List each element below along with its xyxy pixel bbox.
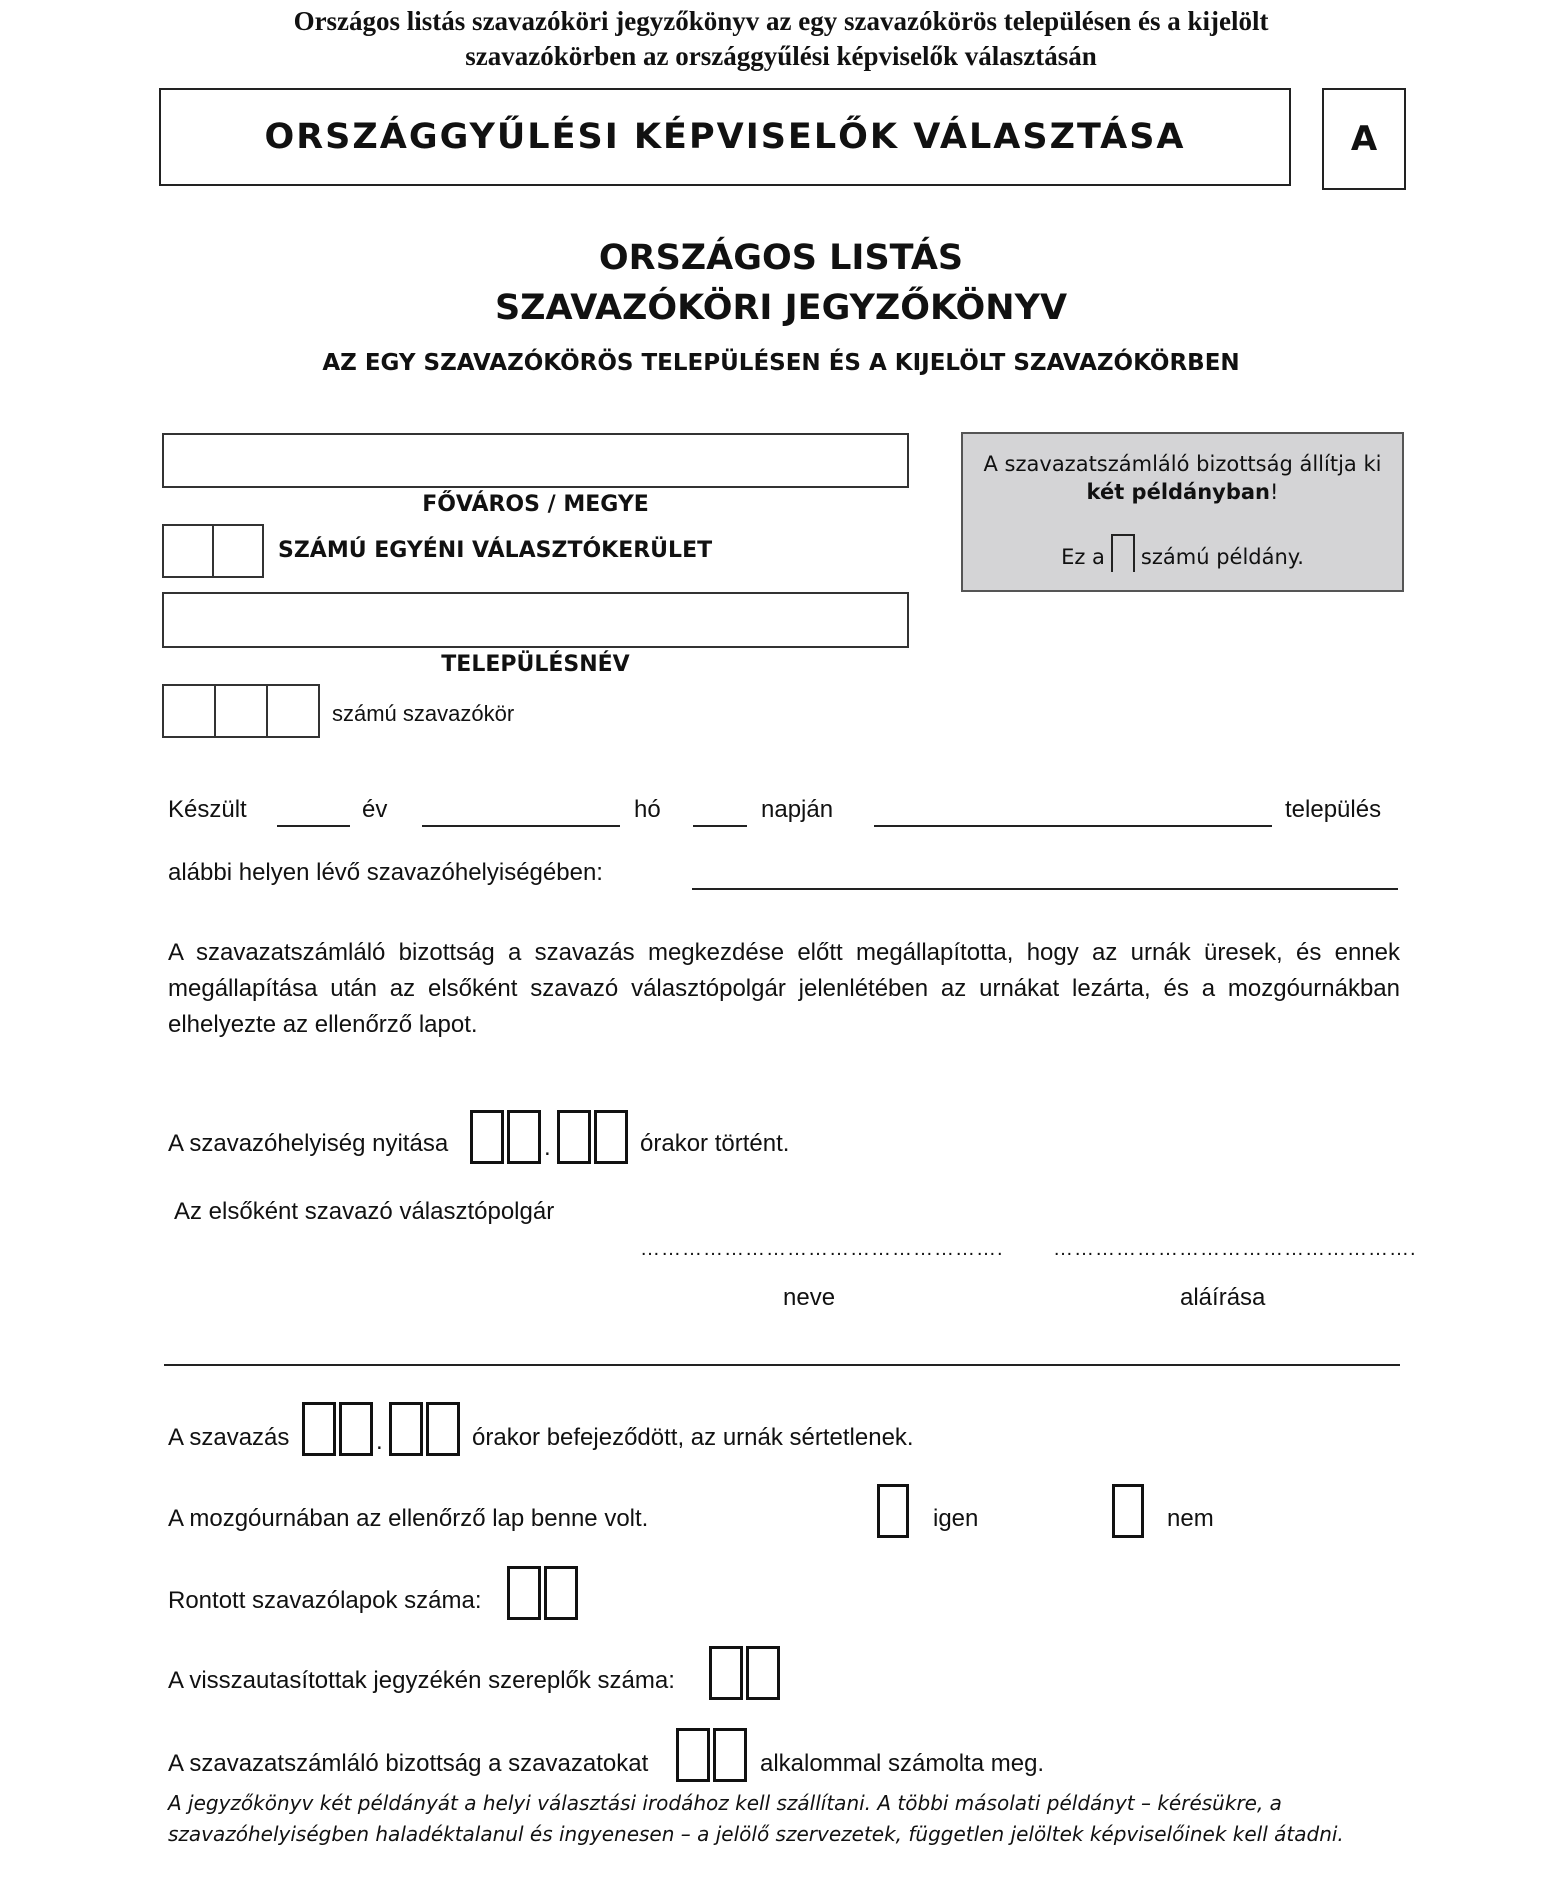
name-label: neve — [783, 1284, 836, 1311]
settlement-suffix: település — [1285, 796, 1382, 823]
no-checkbox[interactable] — [1112, 1484, 1144, 1538]
year-input[interactable] — [277, 825, 350, 827]
spoiled-digit-2[interactable] — [544, 1566, 578, 1620]
day-input[interactable] — [693, 825, 747, 827]
place-input[interactable] — [692, 888, 1398, 890]
count-times-label: A szavazatszámláló bizottság a szavazatokat — [168, 1750, 649, 1777]
form-letter: A — [1350, 119, 1378, 159]
section-divider — [164, 1364, 1400, 1366]
spoiled-digit-1[interactable] — [507, 1566, 541, 1620]
settlement-name-input[interactable] — [874, 825, 1272, 827]
month-label: hó — [634, 796, 661, 823]
copy-prefix: Ez a — [1061, 545, 1105, 569]
rejected-digit-2[interactable] — [746, 1646, 780, 1700]
first-voter-label: Az elsőként szavazó választópolgár — [174, 1198, 555, 1225]
place-label: alábbi helyen lévő szavazóhelyiségében: — [168, 859, 603, 886]
settlement-label: TELEPÜLÉSNÉV — [441, 652, 630, 677]
day-label: napján — [761, 796, 834, 823]
closing-suffix: órakor befejeződött, az urnák sértetlenek. — [472, 1424, 914, 1451]
copies-note-line-2 — [963, 480, 1402, 504]
copies-note-line-1: A szavazatszámláló bizottság állítja ki — [983, 452, 1382, 476]
closing-label: A szavazás — [168, 1424, 290, 1451]
opening-label: A szavazóhelyiség nyitása — [168, 1130, 449, 1157]
footer-note — [168, 1788, 1448, 1850]
copy-suffix: számú példány. — [1140, 545, 1304, 569]
opening-hour-digit-1[interactable] — [470, 1110, 504, 1164]
rejected-digit-1[interactable] — [709, 1646, 743, 1700]
made-prefix: Készült — [168, 796, 247, 823]
election-name-box — [159, 88, 1291, 186]
mobile-urn-label: A mozgóurnában az ellenőrző lap benne volt. — [168, 1505, 649, 1532]
county-input[interactable] — [162, 433, 909, 488]
yes-label: igen — [933, 1505, 979, 1532]
year-label: év — [362, 796, 388, 823]
form-letter-box — [1322, 88, 1406, 190]
county-label: FŐVÁROS / MEGYE — [422, 492, 649, 517]
closing-minute-digit-2[interactable] — [426, 1402, 460, 1456]
yes-checkbox[interactable] — [877, 1484, 909, 1538]
spoiled-ballots-label: Rontott szavazólapok száma: — [168, 1587, 482, 1614]
closing-hour-digit-2[interactable] — [339, 1402, 373, 1456]
page-title — [0, 4, 1562, 74]
rejected-voters-label: A visszautasítottak jegyzékén szereplők száma: — [168, 1667, 675, 1694]
opening-minute-digit-2[interactable] — [594, 1110, 628, 1164]
count-times-digit-1[interactable] — [676, 1728, 710, 1782]
closing-hour-digit-1[interactable] — [302, 1402, 336, 1456]
signature-label: aláírása — [1180, 1284, 1266, 1311]
footer-line-2: szavazóhelyiségben haladéktalanul és ingyenesen – a jelölő szervezetek, független jelöltek képviselőinek kell átadni. — [168, 1822, 1344, 1846]
closing-minute-digit-1[interactable] — [389, 1402, 423, 1456]
page-title-line-1: Országos listás szavazóköri jegyzőkönyv az egy szavazókörös településen és a kijelölt — [293, 6, 1269, 36]
first-voter-name-input[interactable]: ……………………………………………. — [640, 1238, 1004, 1260]
closing-separator: . — [376, 1428, 383, 1455]
opening-suffix: órakor történt. — [640, 1130, 790, 1157]
settlement-input[interactable] — [162, 592, 909, 648]
no-label: nem — [1167, 1505, 1214, 1532]
document-title-line-2: SZAVAZÓKÖRI JEGYZŐKÖNYV — [494, 288, 1068, 328]
copies-note-box — [961, 432, 1404, 592]
footer-line-1: A jegyzőkönyv két példányát a helyi választási irodához kell szállítani. A többi másolati példányt – kérésükre, a — [168, 1791, 1282, 1815]
copies-note-end: ! — [1270, 480, 1279, 504]
copy-number-input[interactable] — [1111, 534, 1135, 572]
opening-minute-digit-1[interactable] — [557, 1110, 591, 1164]
precinct-label: számú szavazókör — [332, 701, 515, 726]
document-subtitle: AZ EGY SZAVAZÓKÖRÖS TELEPÜLÉSEN ÉS A KIJELÖLT SZAVAZÓKÖRBEN — [322, 350, 1240, 376]
copy-number-line — [963, 534, 1402, 572]
count-times-suffix: alkalommal számolta meg. — [760, 1750, 1045, 1777]
copies-count-bold: két példányban — [1086, 480, 1271, 504]
district-label: SZÁMÚ EGYÉNI VÁLASZTÓKERÜLET — [278, 538, 713, 563]
election-name: ORSZÁGGYŰLÉSI KÉPVISELŐK VÁLASZTÁSA — [264, 117, 1186, 157]
precinct-number-input[interactable] — [162, 684, 320, 738]
district-number-input[interactable] — [162, 524, 264, 578]
first-voter-signature-input[interactable]: ……………………………………………. — [1053, 1238, 1417, 1260]
count-times-digit-2[interactable] — [713, 1728, 747, 1782]
opening-separator: . — [544, 1134, 551, 1161]
sealing-paragraph: A szavazatszámláló bizottság a szavazás megkezdése előtt megállapította, hogy az urnák üresek, és ennek megállapítása után az elsőként szavazó választópolgár jelenlétében az urnákat lezárta, és a mozgóurnákban elhelyezte az ellenőrző lapot. — [168, 939, 1400, 1038]
month-input[interactable] — [422, 825, 620, 827]
opening-hour-digit-2[interactable] — [507, 1110, 541, 1164]
document-title-line-1: ORSZÁGOS LISTÁS — [598, 238, 964, 278]
page-title-line-2: szavazókörben az országgyűlési képviselők választásán — [465, 41, 1097, 71]
